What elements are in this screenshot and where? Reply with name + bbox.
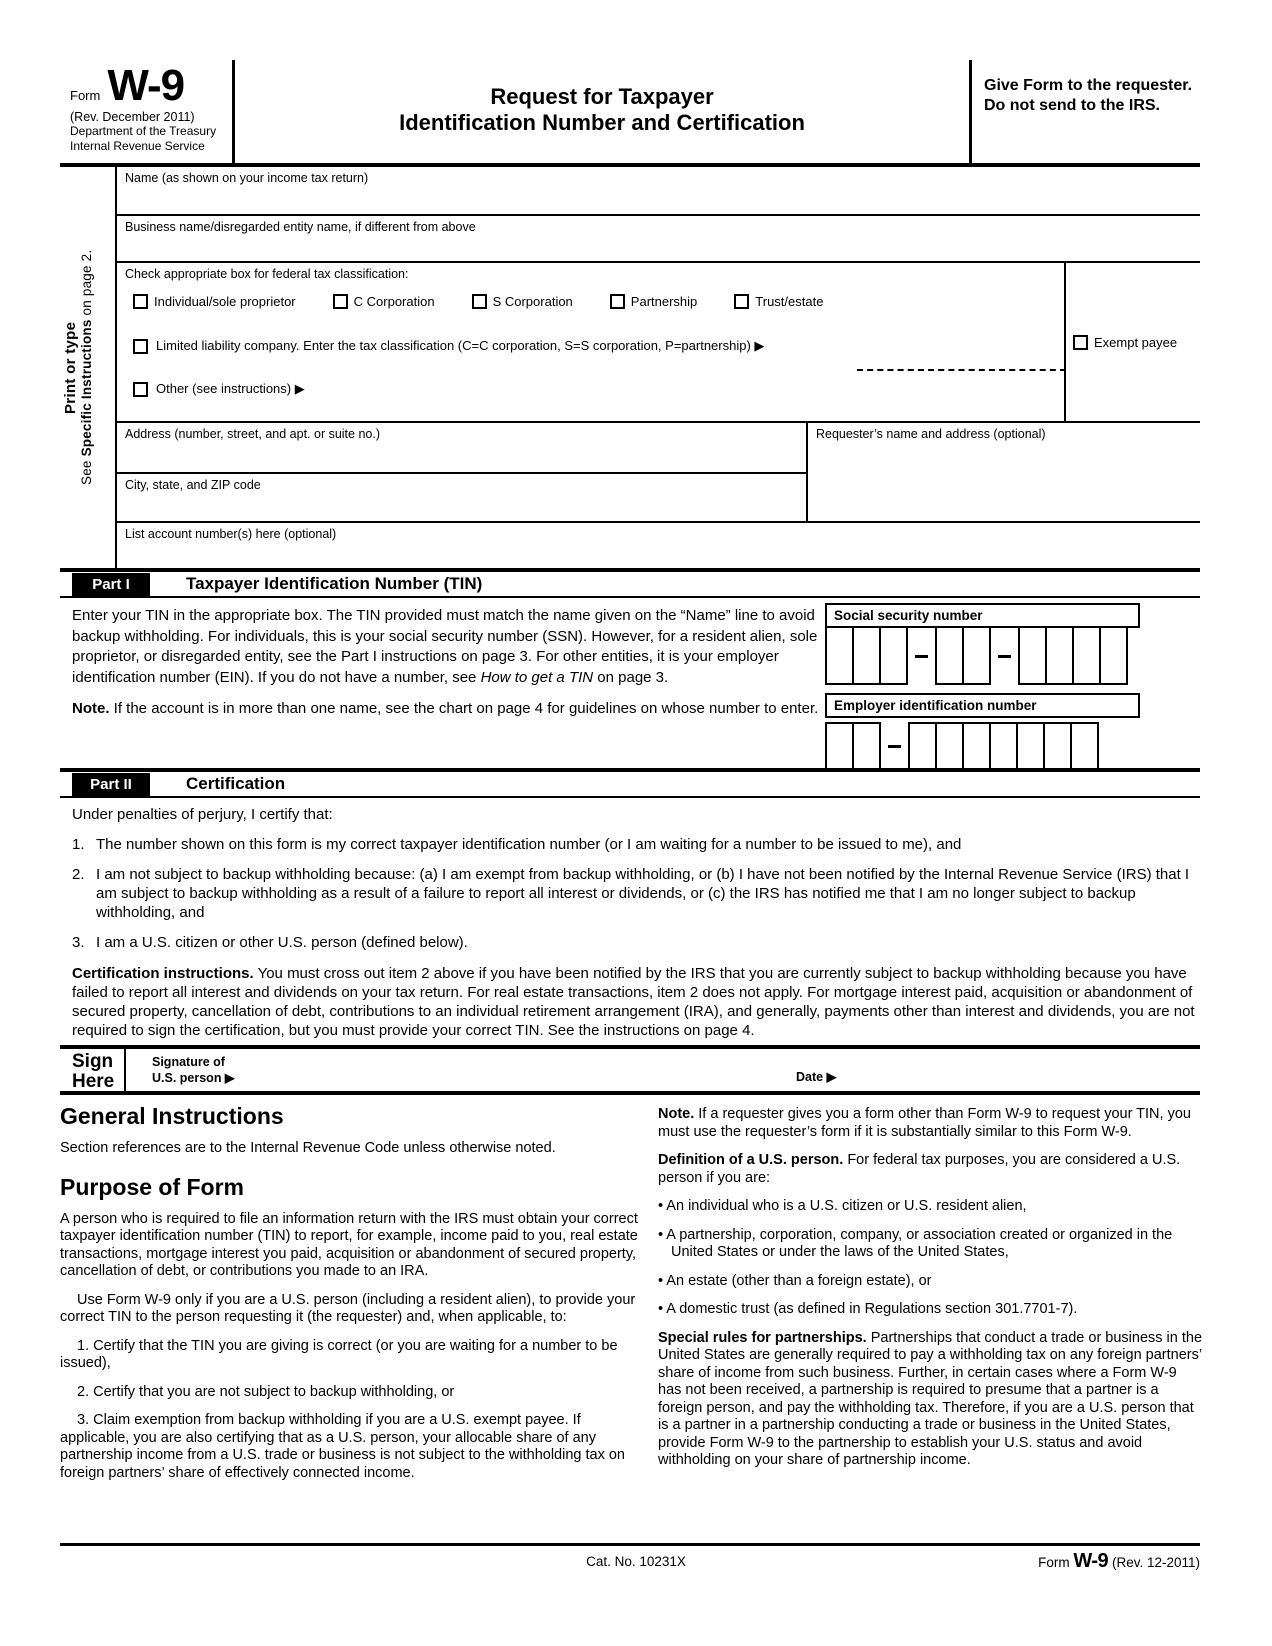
signature-label: Signature of U.S. person ▶	[152, 1055, 235, 1085]
instructions-left-column	[60, 1103, 640, 1482]
ssn-digit-cell[interactable]	[1099, 628, 1128, 685]
ein-digit-cell[interactable]	[1016, 722, 1045, 770]
form-word: Form	[70, 88, 101, 103]
ssn-digit-cell[interactable]	[1018, 628, 1047, 685]
date-input[interactable]	[860, 1049, 1190, 1091]
llc-label: Limited liability company. Enter the tax classification (C=C corporation, S=S corporation, P=partnership) ▶	[156, 338, 765, 353]
ein-digit-cell[interactable]	[935, 722, 964, 770]
checkbox-individual-sole-proprietor[interactable]	[133, 294, 148, 309]
checkbox-s-corporation[interactable]	[472, 294, 487, 309]
purpose-item-1: 1. Certify that the TIN you are giving is correct (or you are waiting for a number to be issued),	[60, 1337, 618, 1371]
part1-title: Taxpayer Identification Number (TIN)	[186, 574, 483, 593]
requester-label: Requester’s name and address (optional)	[816, 427, 1046, 441]
name-field	[117, 167, 1200, 216]
business-name-field	[117, 216, 1200, 263]
sign-here-section	[60, 1045, 1200, 1095]
checkbox-trust-estate[interactable]	[734, 294, 749, 309]
instructions-right-column	[658, 1106, 1204, 1470]
city-state-zip-field	[117, 474, 806, 521]
ssn-digit-cell[interactable]	[962, 628, 991, 685]
classification-prompt: Check appropriate box for federal tax classification:	[125, 267, 409, 281]
business-name-label: Business name/disregarded entity name, if different from above	[125, 220, 476, 234]
part1-label: Part I	[72, 573, 150, 596]
ssn-label: Social security number	[825, 603, 1140, 628]
part1-header-bar	[60, 568, 1200, 598]
checkbox-label: Trust/estate	[755, 294, 824, 309]
purpose-item-2: 2. Certify that you are not subject to backup withholding, or	[77, 1383, 455, 1400]
ssn-digit-cell[interactable]	[1072, 628, 1101, 685]
form-identity	[60, 60, 232, 163]
option-other[interactable]	[133, 381, 1200, 397]
city-state-zip-label: City, state, and ZIP code	[125, 478, 261, 492]
account-numbers-field	[117, 523, 1200, 568]
ein-label: Employer identification number	[825, 693, 1140, 718]
part2-body	[60, 798, 1200, 1045]
certification-intro: Under penalties of perjury, I certify that:	[72, 806, 333, 823]
name-label: Name (as shown on your income tax return)	[125, 171, 369, 185]
part1-body	[60, 598, 1200, 768]
us-person-bullet-4: • A domestic trust (as defined in Regulations section 301.7701-7).	[658, 1301, 1078, 1317]
ein-digit-cell[interactable]	[908, 722, 937, 770]
ein-digit-cell[interactable]	[962, 722, 991, 770]
option-s-corporation[interactable]	[472, 294, 573, 309]
ssn-dash	[998, 655, 1011, 658]
business-name-input[interactable]	[117, 234, 1200, 261]
address-column	[117, 423, 808, 521]
tax-classification-field	[117, 263, 1200, 423]
ssn-dash	[915, 655, 928, 658]
certification-item-1: 1. The number shown on this form is my correct taxpayer identification number (or I am waiting for a number to be issued to me), and	[72, 836, 962, 853]
ein-digit-cell[interactable]	[989, 722, 1018, 770]
option-trust-estate[interactable]	[734, 294, 823, 309]
ein-digit-cell[interactable]	[1070, 722, 1099, 770]
ssn-digit-cell[interactable]	[825, 628, 854, 685]
form-header	[60, 60, 1200, 167]
account-numbers-input[interactable]	[117, 541, 1200, 568]
give-form-note: Give Form to the requester. Do not send to the IRS.	[984, 77, 1193, 114]
address-input[interactable]	[117, 441, 806, 472]
checkbox-label: S Corporation	[492, 294, 573, 309]
see-instructions-label: See Specific Instructions on page 2.	[79, 249, 94, 486]
date-label: Date ▶	[796, 1070, 837, 1084]
other-label: Other (see instructions) ▶	[156, 381, 305, 396]
general-instructions-title: General Instructions	[60, 1103, 284, 1129]
purpose-of-form-title: Purpose of Form	[60, 1173, 245, 1200]
catalog-number: Cat. No. 10231X	[586, 1554, 686, 1569]
partnership-rules: Special rules for partnerships. Partnerships that conduct a trade or business in the United States are generally required to pay a withholding tax on any foreign partners’ share of income from such business. Further, in certain cases where a Form W-9 has not been received, a partnership is required to presume that a partner is a foreign person, and pay the withholding tax. Therefore, if you are a U.S. person that is a partner in a partnership conducting a trade or business in the United States, provide Form W-9 to the partnership to establish your U.S. status and avoid withholding on your share of partnership income.	[658, 1329, 1203, 1468]
exempt-payee-field	[1064, 263, 1200, 421]
agency-line: Internal Revenue Service	[70, 138, 205, 153]
purpose-item-3: 3. Claim exemption from backup withholding if you are a U.S. exempt payee. If applicable, you are also certifying that as a U.S. person, your allocable share of any partnership income from a U.S. trade or business is not subject to the withholding tax on foreign partners’ share of effectively connected income.	[60, 1412, 625, 1481]
ssn-digit-cell[interactable]	[852, 628, 881, 685]
part2-label: Part II	[72, 773, 150, 796]
address-requester-block	[117, 423, 1200, 523]
form-title	[235, 60, 969, 163]
footer-form-id: Form W-9 (Rev. 12-2011)	[1038, 1550, 1200, 1572]
print-or-type-strip	[60, 167, 115, 568]
account-numbers-label: List account number(s) here (optional)	[125, 527, 337, 541]
us-person-bullet-1: • An individual who is a U.S. citizen or U.S. resident alien,	[658, 1198, 1027, 1214]
ein-digit-cell[interactable]	[852, 722, 881, 770]
ein-box	[825, 693, 1140, 770]
department-line: Department of the Treasury	[70, 124, 217, 138]
section-references: Section references are to the Internal Revenue Code unless otherwise noted.	[60, 1140, 556, 1156]
ssn-cells	[825, 628, 1140, 685]
ssn-digit-cell[interactable]	[935, 628, 964, 685]
ssn-digit-cell[interactable]	[879, 628, 908, 685]
checkbox-other[interactable]	[133, 382, 148, 397]
part2-header-bar	[60, 768, 1200, 798]
part2-title: Certification	[186, 774, 286, 793]
ein-cells	[825, 722, 1140, 770]
classification-options	[133, 294, 1200, 309]
us-person-definition: Definition of a U.S. person. For federal tax purposes, you are considered a U.S. person if you are:	[658, 1152, 1181, 1186]
city-state-zip-input[interactable]	[117, 492, 806, 521]
requester-field	[808, 423, 1200, 521]
ein-digit-cell[interactable]	[1043, 722, 1072, 770]
us-person-bullet-3: • An estate (other than a foreign estate), or	[658, 1272, 932, 1289]
requester-note: Note. If a requester gives you a form other than Form W-9 to request your TIN, you must use the requester’s form if it is substantially similar to this Form W-9.	[658, 1106, 1191, 1140]
ein-digit-cell[interactable]	[825, 722, 854, 770]
option-c-corporation[interactable]	[333, 294, 435, 309]
certification-item-2: 2. I am not subject to backup withholding because: (a) I am exempt from backup withholding, or (b) I have not been notified by the Internal Revenue Service (IRS) that I am subject to backup withholding as a result of a failure to report all interest or dividends, or (c) the IRS has notified me that I am no longer subject to backup withholding, and	[72, 866, 1190, 921]
checkbox-label: Partnership	[630, 294, 698, 309]
ssn-box	[825, 603, 1140, 685]
certification-item-3: 3. I am a U.S. citizen or other U.S. person (defined below).	[72, 934, 468, 951]
llc-classification-input[interactable]	[857, 369, 1066, 371]
part1-instructions: Enter your TIN in the appropriate box. The TIN provided must match the name given on the “Name” line to avoid backup withholding. For individuals, this is your social security number (SSN). However, for a resident alien, sole proprietor, or disregarded entity, see the Part I instructions on page 3. For other entities, it is your employer identification number (EIN). If you do not have a number, see How to get a TIN on page 3. Note. If the account is in more than one name, see the chart on page 4 for guidelines on whose number to enter.	[72, 606, 830, 720]
address-label: Address (number, street, and apt. or suite no.)	[125, 427, 380, 441]
form-revision: (Rev. December 2011)	[70, 110, 195, 124]
us-person-bullet-2: • A partnership, corporation, company, or association created or organized in the United States or under the laws of the United States,	[658, 1226, 1173, 1260]
form-number: W-9	[107, 61, 185, 110]
footer-rule	[60, 1543, 1200, 1546]
checkbox-partnership[interactable]	[610, 294, 625, 309]
checkbox-exempt-payee[interactable]	[1073, 335, 1088, 350]
option-llc[interactable]	[133, 338, 1200, 354]
checkbox-c-corporation[interactable]	[333, 294, 348, 309]
fields-grid	[115, 167, 1200, 568]
print-or-type-label: Print or type	[62, 321, 79, 414]
sign-divider	[124, 1049, 126, 1091]
requester-input[interactable]	[808, 441, 1200, 521]
address-field	[117, 423, 806, 474]
checkbox-label: Individual/sole proprietor	[154, 294, 296, 309]
exempt-payee-label: Exempt payee	[1094, 334, 1178, 350]
checkbox-label: C Corporation	[353, 294, 435, 309]
checkbox-llc[interactable]	[133, 339, 148, 354]
purpose-paragraph-2: Use Form W-9 only if you are a U.S. person (including a resident alien), to provide your correct TIN to the person requesting it (the requester) and, when applicable, to:	[60, 1291, 636, 1325]
taxpayer-info-section	[60, 167, 1200, 568]
ssn-digit-cell[interactable]	[1045, 628, 1074, 685]
form-title-line1: Request for Taxpayer	[490, 84, 714, 109]
name-input[interactable]	[117, 185, 1200, 214]
ein-dash	[888, 745, 901, 748]
sign-here-label: Sign Here	[72, 1051, 115, 1092]
purpose-paragraph-1: A person who is required to file an information return with the IRS must obtain your correct taxpayer identification number (TIN) to report, for example, income paid to you, real estate transactions, mortgage interest you paid, acquisition or abandonment of secured property, cancellation of debt, or contributions you made to an IRA.	[60, 1210, 638, 1279]
option-partnership[interactable]	[610, 294, 697, 309]
certification-instructions: Certification instructions. You must cross out item 2 above if you have been notified by the IRS that you are currently subject to backup withholding because you have failed to report all interest and dividends on your tax return. For real estate transactions, item 2 does not apply. For mortgage interest paid, acquisition or abandonment of secured property, cancellation of debt, contributions to an individual retirement arrangement (IRA), and generally, payments other than interest and dividends, you are not required to sign the certification, but you must provide your correct TIN. See the instructions on page 4.	[72, 965, 1195, 1039]
form-title-line2: Identification Number and Certification	[399, 110, 805, 135]
part1-note: Note. If the account is in more than one name, see the chart on page 4 for guidelines on whose number to enter.	[72, 700, 819, 717]
option-individual-sole-proprietor[interactable]	[133, 294, 296, 309]
